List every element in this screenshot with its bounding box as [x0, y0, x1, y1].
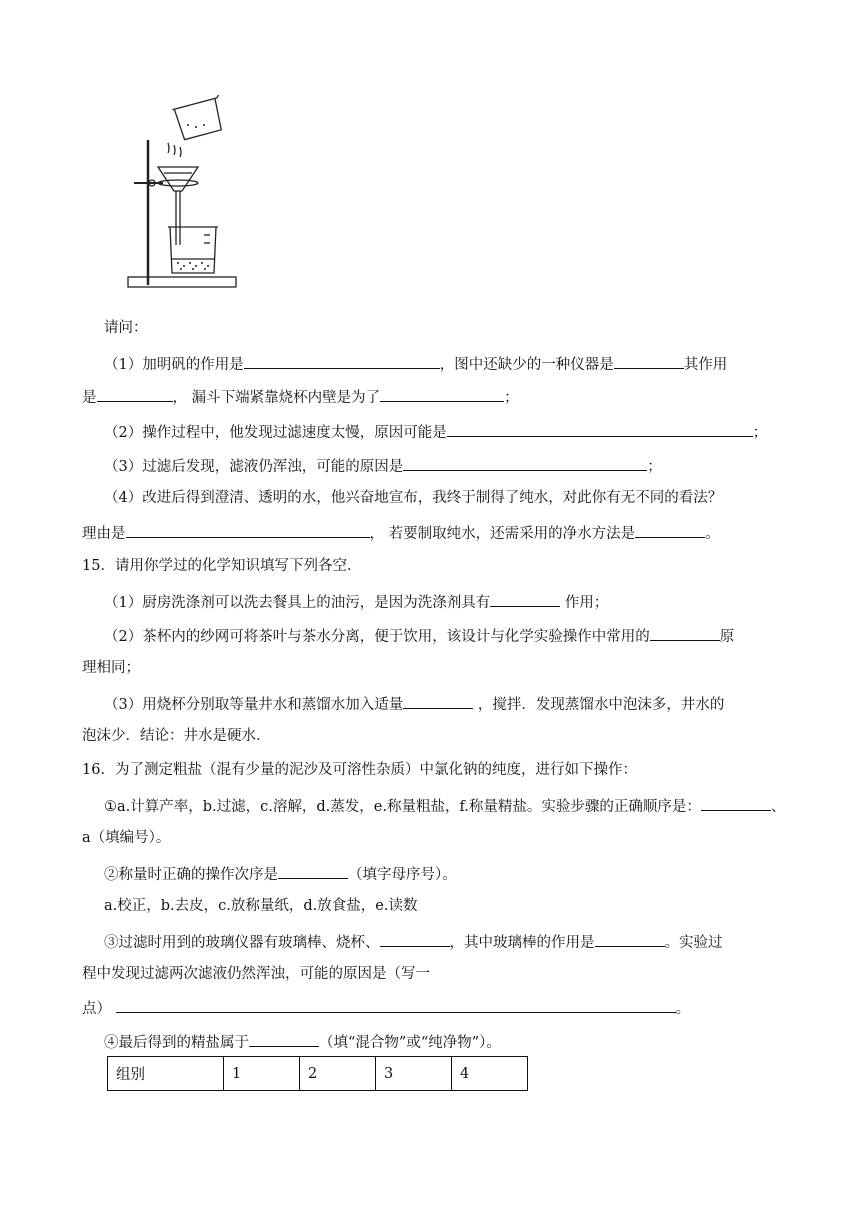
answer-blank[interactable] [249, 1030, 319, 1047]
answer-blank[interactable] [403, 692, 473, 709]
p15-line3: 理相同； [82, 660, 140, 676]
answer-blank[interactable] [447, 420, 753, 437]
p16-line2: a（填编号）。 [82, 830, 171, 846]
answer-blank[interactable] [490, 590, 560, 607]
problem-15-title: 15．请用你学过的化学知识填写下列各空． [82, 558, 362, 574]
question-intro: 请问： [104, 320, 148, 336]
filtration-apparatus-figure [118, 95, 248, 295]
p16-line3 [104, 862, 457, 885]
p16-line6: 程中发现过滤两次滤液仍然浑浊，可能的原因是（写一 [82, 966, 430, 982]
q4-text-c: 。 [705, 526, 720, 542]
p16-line7 [82, 996, 690, 1019]
answer-blank[interactable] [635, 521, 705, 538]
table-cell-header: 组别 [108, 1057, 224, 1091]
q2-end: ； [752, 425, 768, 441]
p16-text-e: ③过滤时用到的玻璃仪器有玻璃棒、烧杯、 [104, 935, 380, 951]
p15-text-c: （2）茶杯内的纱网可将茶叶与茶水分离，便于饮用，该设计与化学实验操作中常用的 [104, 629, 650, 645]
q3-end: ； [647, 459, 662, 475]
table-row [108, 1057, 528, 1091]
answer-blank[interactable] [403, 454, 647, 471]
answer-blank[interactable] [97, 385, 173, 402]
q1-text-d: 是 [82, 390, 97, 406]
q1-text-c: 其作用 [683, 357, 728, 373]
p16-text-f: ，其中玻璃棒的作用是 [449, 935, 595, 951]
p16-text-d: （填字母序号）。 [348, 867, 457, 883]
p16-text-g: 。实验过 [664, 935, 723, 951]
p15-line2 [104, 624, 734, 647]
table-cell: 2 [300, 1057, 376, 1091]
answer-blank[interactable] [278, 862, 348, 879]
p16-text-k: （填“混合物”或“纯净物”）。 [319, 1035, 501, 1051]
p16-text-a: ①a.计算产率，b.过滤，c.溶解，d.蒸发，e.称量粗盐，f.称量精盐。实验步骤的正确顺序是： [104, 799, 701, 815]
answer-blank[interactable] [244, 352, 440, 369]
table-cell: 3 [376, 1057, 452, 1091]
p15-text-a: （1）厨房洗涤剂可以洗去餐具上的油污，是因为洗涤剂具有 [104, 595, 491, 611]
answer-blank[interactable] [614, 352, 684, 369]
answer-blank[interactable] [701, 794, 771, 811]
answer-blank[interactable] [116, 996, 676, 1013]
p16-line4: a.校正，b.去皮，c.放称量纸，d.放食盐，e.读数 [104, 898, 418, 914]
q1-text-a: （1）加明矾的作用是 [104, 357, 244, 373]
q2-line [104, 420, 767, 443]
answer-blank[interactable] [380, 930, 450, 947]
p16-line1 [104, 794, 785, 817]
q1-text-e: ， 漏斗下端紧靠烧杯内壁是为了 [172, 390, 381, 406]
p16-text-c: ②称量时正确的操作次序是 [104, 867, 278, 883]
q4-text-a: 理由是 [82, 526, 126, 542]
q2-text: （2）操作过程中，他发现过滤速度太慢，原因可能是 [104, 425, 447, 441]
p16-text-h: 点） [82, 1001, 111, 1017]
p15-text-e: （3）用烧杯分别取等量井水和蒸馏水加入适量 [104, 697, 404, 713]
p16-text-b: 、 [770, 799, 786, 815]
p16-line8 [104, 1030, 501, 1053]
table-cell: 1 [224, 1057, 300, 1091]
p16-text-j: ④最后得到的精盐属于 [104, 1035, 249, 1051]
problem-16-title: 16．为了测定粗盐（混有少量的泥沙及可溶性杂质）中氯化钠的纯度，进行如下操作： [82, 762, 637, 778]
p15-line1 [104, 590, 608, 613]
q4-line2 [82, 521, 720, 544]
table-cell: 4 [452, 1057, 528, 1091]
q1-text-b: ，图中还缺少的一种仪器是 [439, 357, 614, 373]
q3-line [104, 454, 662, 477]
q4-line1: （4）改进后得到澄清、透明的水，他兴奋地宣布，我终于制得了纯水，对此你有无不同的看法？ [104, 490, 723, 506]
q1-line2 [82, 385, 519, 408]
p15-text-f: ，搅拌．发现蒸馏水中泡沫多，井水的 [477, 697, 725, 713]
p16-line5 [104, 930, 723, 953]
group-table [107, 1056, 528, 1091]
answer-blank[interactable] [595, 930, 665, 947]
answer-blank[interactable] [650, 624, 720, 641]
p15-text-b: 作用； [564, 595, 609, 611]
p15-line4 [104, 692, 724, 715]
q1-text-f: ； [504, 390, 519, 406]
q3-text: （3）过滤后发现，滤液仍浑浊，可能的原因是 [104, 459, 404, 475]
p15-line5: 泡沫少．结论：井水是硬水． [82, 728, 271, 744]
q1-line1 [104, 352, 727, 375]
p15-text-d: 原 [719, 629, 735, 645]
q4-text-b: ， 若要制取纯水，还需采用的净水方法是 [369, 526, 636, 542]
answer-blank[interactable] [126, 521, 370, 538]
p16-text-i: 。 [675, 1001, 691, 1017]
answer-blank[interactable] [380, 385, 504, 402]
